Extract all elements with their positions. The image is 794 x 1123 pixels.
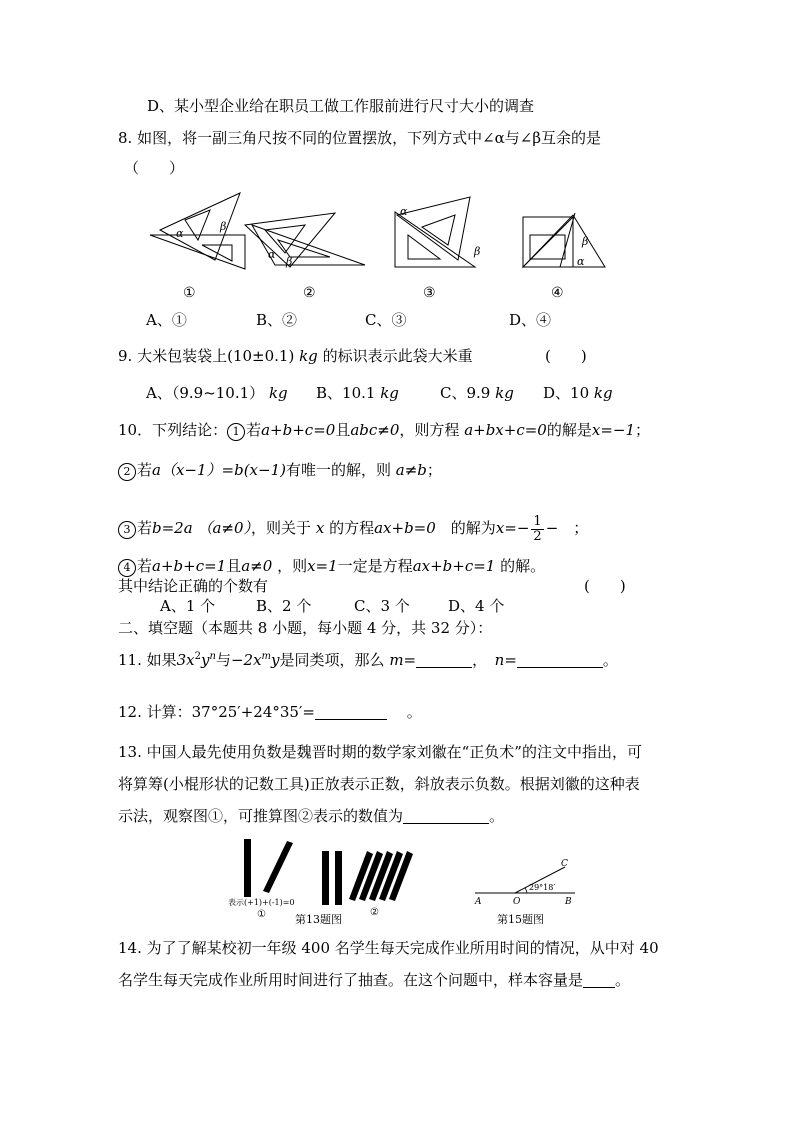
q12-stem: 12. 计算：37°25′+24°35′= 。 <box>118 703 422 721</box>
fig-label-2: ② <box>303 285 316 301</box>
fig15-point-o: O <box>513 897 521 907</box>
q9-stem: 9. 大米包装袋上(10±0.1) kg 的标识表示此袋大米重 <box>118 347 473 365</box>
q10-option-b: B、2 个 <box>256 597 312 615</box>
q9-option-a: A、（9.9~10.1） kg <box>146 384 288 402</box>
section-2-heading: 二、填空题（本题共 8 小题，每小题 4 分，共 32 分）： <box>118 619 493 637</box>
fig3-alpha: α <box>400 205 408 218</box>
fig13-caption: 表示(+1)+(-1)=0 <box>228 898 295 907</box>
fig2-alpha: α <box>268 248 276 261</box>
q9-option-d: D、10 kg <box>543 384 613 402</box>
q11-blank-m[interactable] <box>416 651 472 668</box>
fig-label-1: ① <box>183 285 196 301</box>
q14-line-1: 14. 为了了解某校初一年级 400 名学生每天完成作业所用时间的情况，从中对 40 <box>118 939 659 957</box>
fig4-beta: β <box>582 235 589 248</box>
q10-conclusion-3: 3 若b=2a （a≠0），则关于 x 的方程ax+b=0 的解为x=− $\frac{1}{2}$ − ； <box>118 510 588 546</box>
q12-blank[interactable] <box>315 703 387 720</box>
q13-q15-figures <box>225 835 595 930</box>
q10-conclusion-1: 10．下列结论： 1 若a+b+c=0且abc≠0，则方程 a+bx+c=0的解是x=−1； <box>118 421 651 439</box>
q14-line-2: 名学生每天完成作业所用时间进行了抽查。在这个问题中，样本容量是 。 <box>118 971 631 989</box>
q8-option-a: A、① <box>146 311 187 329</box>
q11-stem: 11. 如果$3x^2y^n$与$-2x^my$是同类项，那么 m= ， n= 。 <box>118 651 618 669</box>
fig13-label: 第13题图 <box>295 913 342 926</box>
q13-line-1: 13. 中国人最先使用负数是魏晋时期的数学家刘徽在“正负术”的注文中指出，可 <box>118 743 642 761</box>
q10-paren: ( ) <box>584 577 626 595</box>
fig13-mark-1: ① <box>257 909 266 920</box>
fig15-point-a: A <box>475 897 482 907</box>
fig13-mark-2: ② <box>370 907 379 918</box>
q8-stem: 8. 如图，将一副三角尺按不同的位置摆放，下列方式中∠α与∠β互余的是 <box>118 129 602 147</box>
q10-option-d: D、4 个 <box>448 597 505 615</box>
q9-option-b: B、10.1 kg <box>316 384 399 402</box>
q8-paren: （ ） <box>124 159 185 177</box>
q8-option-c: C、③ <box>365 311 407 329</box>
fig3-beta: β <box>474 245 481 258</box>
q7-option-d: D、某小型企业给在职员工做工作服前进行尺寸大小的调查 <box>147 97 535 115</box>
fig15-point-c: C <box>561 859 568 869</box>
fig15-label: 第15题图 <box>497 913 544 926</box>
q13-line-2: 将算筹(小棍形状的记数工具)正放表示正数，斜放表示负数。根据刘徽的这种表 <box>118 775 640 793</box>
q8-option-b: B、② <box>256 311 298 329</box>
fig15-angle: 29°18′ <box>529 883 556 892</box>
fig1-alpha: α <box>176 227 184 240</box>
q10-option-c: C、3 个 <box>354 597 410 615</box>
q10-option-a: A、1 个 <box>160 597 216 615</box>
q10-conclusion-4: 4 若a+b+c=1且a≠0 ，则x=1一定是方程ax+b+c=1 的解。 <box>118 556 545 577</box>
q14-blank[interactable] <box>583 971 615 988</box>
fig15-point-b: B <box>565 897 572 907</box>
q13-line-3: 示法，观察图①，可推算图②表示的数值为 。 <box>118 807 505 825</box>
fig-label-4: ④ <box>551 285 564 301</box>
q8-triangle-figures <box>140 185 620 305</box>
fig4-alpha: α <box>577 255 585 268</box>
q8-option-d: D、④ <box>509 311 552 329</box>
fig2-beta: β <box>286 255 293 268</box>
q9-option-c: C、9.9 kg <box>440 384 514 402</box>
q11-blank-n[interactable] <box>517 651 603 668</box>
q10-conclusion-2: 2 若a（x−1）=b(x−1)有唯一的解，则 a≠b； <box>118 460 442 481</box>
q13-blank[interactable] <box>403 807 489 824</box>
fig1-beta: β <box>220 220 227 233</box>
fig-label-3: ③ <box>423 285 436 301</box>
q9-paren: ( ) <box>545 347 587 365</box>
q10-count-question: 其中结论正确的个数有 <box>118 577 269 595</box>
